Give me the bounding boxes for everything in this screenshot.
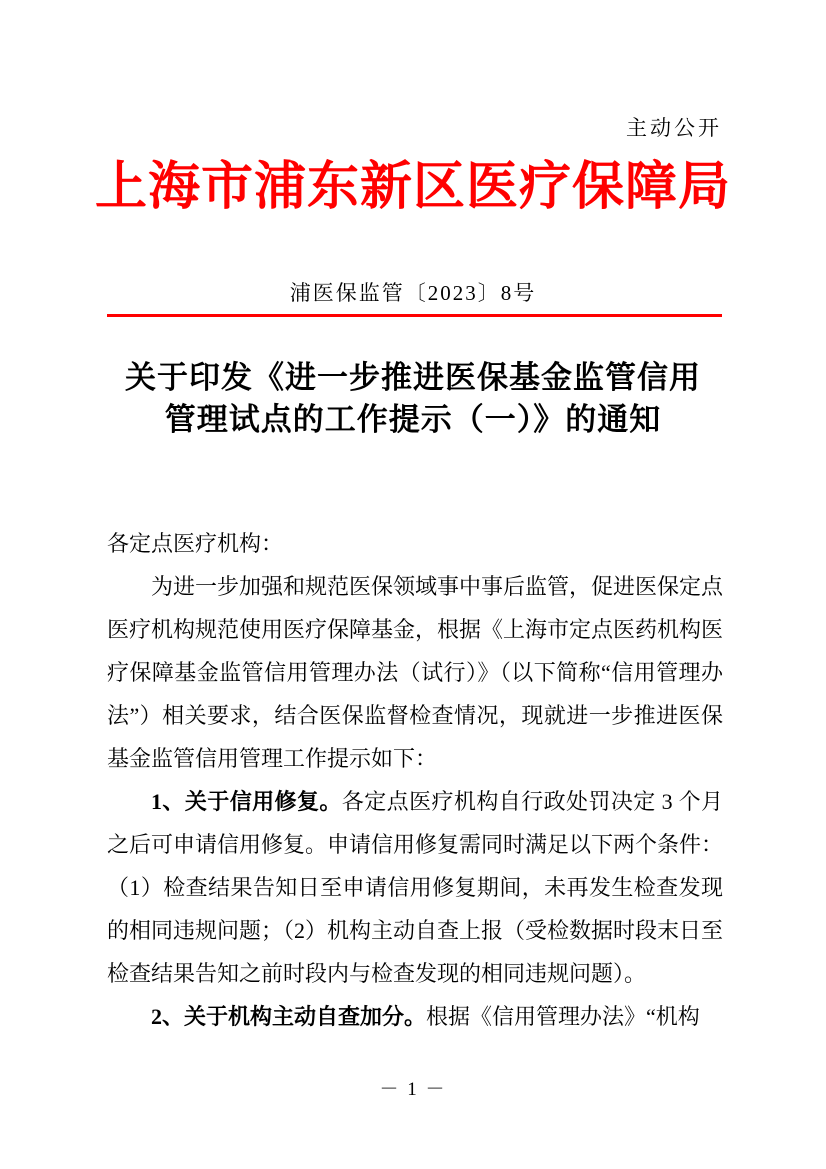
paragraph-item-1-text: 各定点医疗机构自行政处罚决定 3 个月之后可申请信用修复。申请信用修复需同时满足以下两个条件：（1）检查结果告知日至申请信用修复期间，未再发生检查发现的相同违规问题；（2）机构主动自查上报（受检数据时段末日至检查结果告知之前时段内与检查发现的相同违规问题）。 [107, 789, 724, 986]
salutation: 各定点医疗机构： [107, 531, 284, 556]
agency-title: 上海市浦东新区医疗保障局 [94, 159, 731, 216]
paragraph-intro-text: 为进一步加强和规范医保领域事中事后监管，促进医保定点医疗机构规范使用医疗保障基金，根据《上海市定点医药机构医疗保障基金监管信用管理办法（试行）》（以下简称“信用管理办法”）相关要求，结合医保监督检查情况，现就进一步推进医保基金监管信用管理工作提示如下： [107, 574, 724, 771]
notice-title-line2: 管理试点的工作提示（一）》的通知 [164, 402, 662, 437]
disclosure-label: 主动公开 [626, 116, 722, 140]
notice-title [0, 357, 826, 441]
paragraph-item-2-text: 根据《信用管理办法》“机构 [426, 1004, 700, 1029]
paragraph-item-1-lead: 1、关于信用修复。 [151, 789, 342, 814]
page-number: － 1 － [379, 1079, 447, 1100]
paragraph-item-2-lead: 2、关于机构主动自查加分。 [151, 1004, 427, 1029]
paragraph-intro [107, 565, 723, 780]
notice-title-line1: 关于印发《进一步推进医保基金监管信用 [125, 360, 701, 395]
paragraph-item-1 [107, 780, 723, 995]
red-divider-line [107, 314, 722, 317]
paragraph-item-2 [107, 995, 723, 1038]
document-body [107, 522, 723, 1038]
document-number: 浦医保监管〔2023〕8号 [289, 281, 537, 305]
